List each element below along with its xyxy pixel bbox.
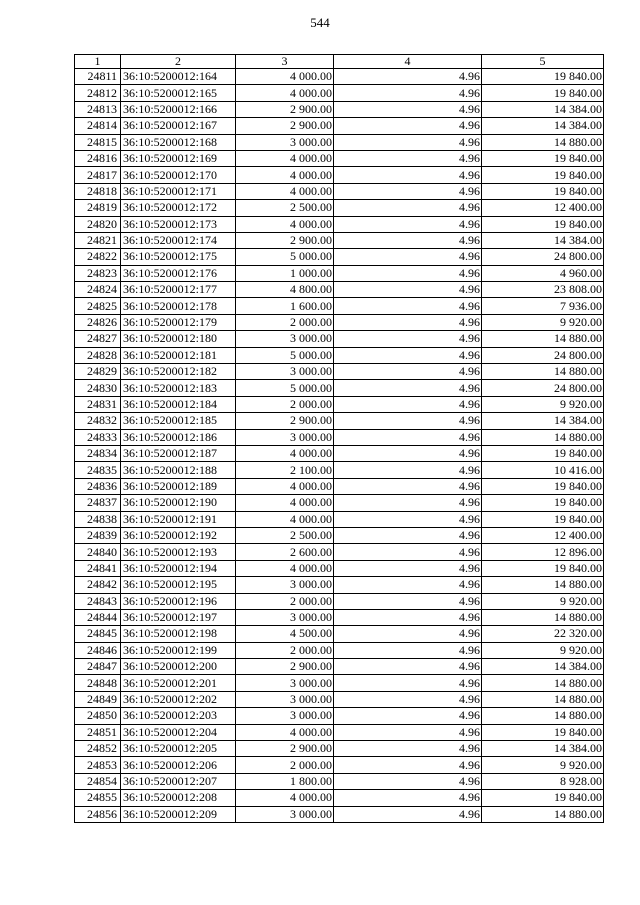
area-cell: 4 000.00 [236, 560, 334, 576]
amount-cell: 9 920.00 [482, 396, 604, 412]
table-row [75, 609, 604, 625]
row-number-cell: 24813 [75, 101, 121, 117]
amount-cell: 19 840.00 [482, 495, 604, 511]
cadastral-number-cell: 36:10:5200012:183 [121, 380, 236, 396]
amount-cell: 19 840.00 [482, 150, 604, 166]
area-cell: 4 000.00 [236, 511, 334, 527]
cadastral-number-cell: 36:10:5200012:206 [121, 757, 236, 773]
amount-cell: 22 320.00 [482, 626, 604, 642]
area-cell: 5 000.00 [236, 347, 334, 363]
table-row [75, 445, 604, 461]
row-number-cell: 24844 [75, 609, 121, 625]
table-row [75, 462, 604, 478]
amount-cell: 9 920.00 [482, 314, 604, 330]
cadastral-number-cell: 36:10:5200012:166 [121, 101, 236, 117]
area-cell: 2 900.00 [236, 118, 334, 134]
table-header-row [75, 55, 604, 69]
area-cell: 4 000.00 [236, 478, 334, 494]
table-row [75, 429, 604, 445]
area-cell: 2 000.00 [236, 396, 334, 412]
rate-cell: 4.96 [334, 445, 482, 461]
column-header: 3 [236, 55, 334, 69]
amount-cell: 19 840.00 [482, 511, 604, 527]
amount-cell: 19 840.00 [482, 560, 604, 576]
row-number-cell: 24850 [75, 708, 121, 724]
row-number-cell: 24835 [75, 462, 121, 478]
rate-cell: 4.96 [334, 741, 482, 757]
cadastral-number-cell: 36:10:5200012:193 [121, 544, 236, 560]
row-number-cell: 24839 [75, 527, 121, 543]
row-number-cell: 24819 [75, 200, 121, 216]
amount-cell: 19 840.00 [482, 790, 604, 806]
cadastral-number-cell: 36:10:5200012:205 [121, 741, 236, 757]
cadastral-number-cell: 36:10:5200012:169 [121, 150, 236, 166]
amount-cell: 14 880.00 [482, 429, 604, 445]
rate-cell: 4.96 [334, 495, 482, 511]
row-number-cell: 24811 [75, 69, 121, 85]
table-row [75, 741, 604, 757]
rate-cell: 4.96 [334, 429, 482, 445]
column-header: 2 [121, 55, 236, 69]
area-cell: 4 000.00 [236, 445, 334, 461]
rate-cell: 4.96 [334, 167, 482, 183]
rate-cell: 4.96 [334, 790, 482, 806]
cadastral-number-cell: 36:10:5200012:192 [121, 527, 236, 543]
cadastral-number-cell: 36:10:5200012:174 [121, 232, 236, 248]
table-row [75, 675, 604, 691]
cadastral-number-cell: 36:10:5200012:195 [121, 577, 236, 593]
amount-cell: 19 840.00 [482, 69, 604, 85]
cadastral-number-cell: 36:10:5200012:182 [121, 364, 236, 380]
rate-cell: 4.96 [334, 593, 482, 609]
table-row [75, 708, 604, 724]
area-cell: 3 000.00 [236, 708, 334, 724]
area-cell: 2 500.00 [236, 527, 334, 543]
amount-cell: 24 800.00 [482, 347, 604, 363]
table-row [75, 232, 604, 248]
row-number-cell: 24853 [75, 757, 121, 773]
table-row [75, 642, 604, 658]
area-cell: 2 900.00 [236, 659, 334, 675]
row-number-cell: 24825 [75, 298, 121, 314]
cadastral-number-cell: 36:10:5200012:173 [121, 216, 236, 232]
amount-cell: 19 840.00 [482, 724, 604, 740]
amount-cell: 12 400.00 [482, 200, 604, 216]
amount-cell: 14 880.00 [482, 134, 604, 150]
area-cell: 5 000.00 [236, 380, 334, 396]
row-number-cell: 24852 [75, 741, 121, 757]
amount-cell: 14 880.00 [482, 708, 604, 724]
rate-cell: 4.96 [334, 232, 482, 248]
cadastral-number-cell: 36:10:5200012:200 [121, 659, 236, 675]
area-cell: 2 100.00 [236, 462, 334, 478]
amount-cell: 14 384.00 [482, 413, 604, 429]
row-number-cell: 24851 [75, 724, 121, 740]
rate-cell: 4.96 [334, 806, 482, 822]
area-cell: 1 000.00 [236, 265, 334, 281]
rate-cell: 4.96 [334, 396, 482, 412]
row-number-cell: 24818 [75, 183, 121, 199]
rate-cell: 4.96 [334, 724, 482, 740]
cadastral-number-cell: 36:10:5200012:201 [121, 675, 236, 691]
rate-cell: 4.96 [334, 462, 482, 478]
amount-cell: 14 880.00 [482, 577, 604, 593]
cadastral-number-cell: 36:10:5200012:178 [121, 298, 236, 314]
amount-cell: 14 384.00 [482, 232, 604, 248]
cadastral-number-cell: 36:10:5200012:175 [121, 249, 236, 265]
table-row [75, 511, 604, 527]
area-cell: 4 000.00 [236, 85, 334, 101]
row-number-cell: 24836 [75, 478, 121, 494]
table-row [75, 298, 604, 314]
row-number-cell: 24834 [75, 445, 121, 461]
amount-cell: 9 920.00 [482, 642, 604, 658]
rate-cell: 4.96 [334, 282, 482, 298]
table-row [75, 150, 604, 166]
area-cell: 3 000.00 [236, 134, 334, 150]
row-number-cell: 24854 [75, 773, 121, 789]
row-number-cell: 24831 [75, 396, 121, 412]
table-row [75, 101, 604, 117]
amount-cell: 12 896.00 [482, 544, 604, 560]
rate-cell: 4.96 [334, 216, 482, 232]
row-number-cell: 24820 [75, 216, 121, 232]
area-cell: 3 000.00 [236, 806, 334, 822]
page-number: 544 [310, 15, 330, 30]
table-row [75, 331, 604, 347]
cadastral-number-cell: 36:10:5200012:180 [121, 331, 236, 347]
row-number-cell: 24821 [75, 232, 121, 248]
rate-cell: 4.96 [334, 150, 482, 166]
rate-cell: 4.96 [334, 691, 482, 707]
table-row [75, 724, 604, 740]
cadastral-number-cell: 36:10:5200012:165 [121, 85, 236, 101]
area-cell: 3 000.00 [236, 331, 334, 347]
table-row [75, 167, 604, 183]
rate-cell: 4.96 [334, 200, 482, 216]
rate-cell: 4.96 [334, 675, 482, 691]
rate-cell: 4.96 [334, 560, 482, 576]
amount-cell: 14 384.00 [482, 118, 604, 134]
rate-cell: 4.96 [334, 364, 482, 380]
rate-cell: 4.96 [334, 544, 482, 560]
row-number-cell: 24830 [75, 380, 121, 396]
area-cell: 2 000.00 [236, 757, 334, 773]
row-number-cell: 24837 [75, 495, 121, 511]
cadastral-number-cell: 36:10:5200012:204 [121, 724, 236, 740]
area-cell: 3 000.00 [236, 577, 334, 593]
row-number-cell: 24843 [75, 593, 121, 609]
table-row [75, 183, 604, 199]
table-row [75, 216, 604, 232]
cadastral-number-cell: 36:10:5200012:198 [121, 626, 236, 642]
table-row [75, 282, 604, 298]
amount-cell: 24 800.00 [482, 249, 604, 265]
cadastral-number-cell: 36:10:5200012:168 [121, 134, 236, 150]
row-number-cell: 24841 [75, 560, 121, 576]
area-cell: 4 000.00 [236, 167, 334, 183]
rate-cell: 4.96 [334, 527, 482, 543]
amount-cell: 19 840.00 [482, 167, 604, 183]
cadastral-number-cell: 36:10:5200012:184 [121, 396, 236, 412]
cadastral-number-cell: 36:10:5200012:209 [121, 806, 236, 822]
area-cell: 3 000.00 [236, 429, 334, 445]
row-number-cell: 24849 [75, 691, 121, 707]
area-cell: 3 000.00 [236, 691, 334, 707]
area-cell: 5 000.00 [236, 249, 334, 265]
table-row [75, 806, 604, 822]
row-number-cell: 24856 [75, 806, 121, 822]
row-number-cell: 24827 [75, 331, 121, 347]
area-cell: 2 000.00 [236, 593, 334, 609]
area-cell: 2 000.00 [236, 642, 334, 658]
table-row [75, 593, 604, 609]
table-row [75, 265, 604, 281]
table-row [75, 544, 604, 560]
rate-cell: 4.96 [334, 101, 482, 117]
rate-cell: 4.96 [334, 626, 482, 642]
area-cell: 4 000.00 [236, 724, 334, 740]
cadastral-number-cell: 36:10:5200012:185 [121, 413, 236, 429]
amount-cell: 19 840.00 [482, 85, 604, 101]
cadastral-number-cell: 36:10:5200012:196 [121, 593, 236, 609]
amount-cell: 14 880.00 [482, 691, 604, 707]
rate-cell: 4.96 [334, 659, 482, 675]
amount-cell: 9 920.00 [482, 593, 604, 609]
table-row [75, 626, 604, 642]
table-row [75, 396, 604, 412]
area-cell: 2 900.00 [236, 741, 334, 757]
table-row [75, 118, 604, 134]
cadastral-number-cell: 36:10:5200012:172 [121, 200, 236, 216]
amount-cell: 19 840.00 [482, 183, 604, 199]
table-row [75, 757, 604, 773]
cadastral-number-cell: 36:10:5200012:187 [121, 445, 236, 461]
table-row [75, 85, 604, 101]
table-row [75, 478, 604, 494]
table-row [75, 560, 604, 576]
area-cell: 2 000.00 [236, 314, 334, 330]
rate-cell: 4.96 [334, 413, 482, 429]
amount-cell: 14 880.00 [482, 331, 604, 347]
cadastral-number-cell: 36:10:5200012:208 [121, 790, 236, 806]
amount-cell: 19 840.00 [482, 445, 604, 461]
rate-cell: 4.96 [334, 609, 482, 625]
area-cell: 4 000.00 [236, 183, 334, 199]
cadastral-number-cell: 36:10:5200012:188 [121, 462, 236, 478]
row-number-cell: 24828 [75, 347, 121, 363]
cadastral-number-cell: 36:10:5200012:191 [121, 511, 236, 527]
area-cell: 4 000.00 [236, 790, 334, 806]
rate-cell: 4.96 [334, 347, 482, 363]
area-cell: 1 600.00 [236, 298, 334, 314]
row-number-cell: 24822 [75, 249, 121, 265]
rate-cell: 4.96 [334, 380, 482, 396]
area-cell: 3 000.00 [236, 609, 334, 625]
cadastral-number-cell: 36:10:5200012:176 [121, 265, 236, 281]
cadastral-number-cell: 36:10:5200012:167 [121, 118, 236, 134]
area-cell: 2 500.00 [236, 200, 334, 216]
row-number-cell: 24833 [75, 429, 121, 445]
rate-cell: 4.96 [334, 134, 482, 150]
row-number-cell: 24847 [75, 659, 121, 675]
row-number-cell: 24823 [75, 265, 121, 281]
column-header: 4 [334, 55, 482, 69]
table-row [75, 527, 604, 543]
cadastral-number-cell: 36:10:5200012:189 [121, 478, 236, 494]
rate-cell: 4.96 [334, 183, 482, 199]
amount-cell: 14 384.00 [482, 659, 604, 675]
amount-cell: 14 384.00 [482, 741, 604, 757]
row-number-cell: 24817 [75, 167, 121, 183]
amount-cell: 12 400.00 [482, 527, 604, 543]
amount-cell: 8 928.00 [482, 773, 604, 789]
amount-cell: 7 936.00 [482, 298, 604, 314]
cadastral-number-cell: 36:10:5200012:171 [121, 183, 236, 199]
area-cell: 3 000.00 [236, 364, 334, 380]
row-number-cell: 24855 [75, 790, 121, 806]
table-row [75, 314, 604, 330]
rate-cell: 4.96 [334, 577, 482, 593]
cadastral-number-cell: 36:10:5200012:202 [121, 691, 236, 707]
row-number-cell: 24848 [75, 675, 121, 691]
area-cell: 2 900.00 [236, 413, 334, 429]
row-number-cell: 24842 [75, 577, 121, 593]
amount-cell: 9 920.00 [482, 757, 604, 773]
table-row [75, 659, 604, 675]
row-number-cell: 24826 [75, 314, 121, 330]
amount-cell: 24 800.00 [482, 380, 604, 396]
table-body [75, 69, 604, 823]
cadastral-number-cell: 36:10:5200012:186 [121, 429, 236, 445]
area-cell: 4 800.00 [236, 282, 334, 298]
row-number-cell: 24812 [75, 85, 121, 101]
amount-cell: 19 840.00 [482, 216, 604, 232]
area-cell: 4 000.00 [236, 69, 334, 85]
cadastral-number-cell: 36:10:5200012:194 [121, 560, 236, 576]
amount-cell: 23 808.00 [482, 282, 604, 298]
rate-cell: 4.96 [334, 314, 482, 330]
amount-cell: 10 416.00 [482, 462, 604, 478]
cadastral-number-cell: 36:10:5200012:181 [121, 347, 236, 363]
rate-cell: 4.96 [334, 331, 482, 347]
row-number-cell: 24816 [75, 150, 121, 166]
cadastral-number-cell: 36:10:5200012:199 [121, 642, 236, 658]
rate-cell: 4.96 [334, 298, 482, 314]
row-number-cell: 24846 [75, 642, 121, 658]
amount-cell: 4 960.00 [482, 265, 604, 281]
table-row [75, 577, 604, 593]
area-cell: 2 600.00 [236, 544, 334, 560]
table-row [75, 380, 604, 396]
row-number-cell: 24824 [75, 282, 121, 298]
area-cell: 4 000.00 [236, 495, 334, 511]
rate-cell: 4.96 [334, 265, 482, 281]
table-row [75, 200, 604, 216]
table-row [75, 691, 604, 707]
rate-cell: 4.96 [334, 249, 482, 265]
rate-cell: 4.96 [334, 118, 482, 134]
column-header: 5 [482, 55, 604, 69]
rate-cell: 4.96 [334, 85, 482, 101]
area-cell: 2 900.00 [236, 101, 334, 117]
data-table [74, 54, 604, 823]
table-row [75, 790, 604, 806]
row-number-cell: 24829 [75, 364, 121, 380]
amount-cell: 14 880.00 [482, 609, 604, 625]
area-cell: 1 800.00 [236, 773, 334, 789]
amount-cell: 14 880.00 [482, 364, 604, 380]
area-cell: 2 900.00 [236, 232, 334, 248]
area-cell: 4 000.00 [236, 216, 334, 232]
column-header: 1 [75, 55, 121, 69]
row-number-cell: 24815 [75, 134, 121, 150]
area-cell: 4 500.00 [236, 626, 334, 642]
table-row [75, 249, 604, 265]
rate-cell: 4.96 [334, 511, 482, 527]
row-number-cell: 24845 [75, 626, 121, 642]
rate-cell: 4.96 [334, 478, 482, 494]
amount-cell: 14 880.00 [482, 806, 604, 822]
amount-cell: 19 840.00 [482, 478, 604, 494]
cadastral-number-cell: 36:10:5200012:203 [121, 708, 236, 724]
cadastral-number-cell: 36:10:5200012:207 [121, 773, 236, 789]
cadastral-number-cell: 36:10:5200012:190 [121, 495, 236, 511]
cadastral-number-cell: 36:10:5200012:177 [121, 282, 236, 298]
row-number-cell: 24814 [75, 118, 121, 134]
area-cell: 3 000.00 [236, 675, 334, 691]
cadastral-number-cell: 36:10:5200012:179 [121, 314, 236, 330]
cadastral-number-cell: 36:10:5200012:170 [121, 167, 236, 183]
area-cell: 4 000.00 [236, 150, 334, 166]
table-row [75, 364, 604, 380]
amount-cell: 14 880.00 [482, 675, 604, 691]
row-number-cell: 24840 [75, 544, 121, 560]
row-number-cell: 24838 [75, 511, 121, 527]
amount-cell: 14 384.00 [482, 101, 604, 117]
rate-cell: 4.96 [334, 708, 482, 724]
rate-cell: 4.96 [334, 757, 482, 773]
table-row [75, 413, 604, 429]
row-number-cell: 24832 [75, 413, 121, 429]
table-row [75, 773, 604, 789]
rate-cell: 4.96 [334, 642, 482, 658]
cadastral-number-cell: 36:10:5200012:164 [121, 69, 236, 85]
rate-cell: 4.96 [334, 773, 482, 789]
table-row [75, 134, 604, 150]
cadastral-number-cell: 36:10:5200012:197 [121, 609, 236, 625]
table-row [75, 69, 604, 85]
table-row [75, 347, 604, 363]
table-row [75, 495, 604, 511]
rate-cell: 4.96 [334, 69, 482, 85]
